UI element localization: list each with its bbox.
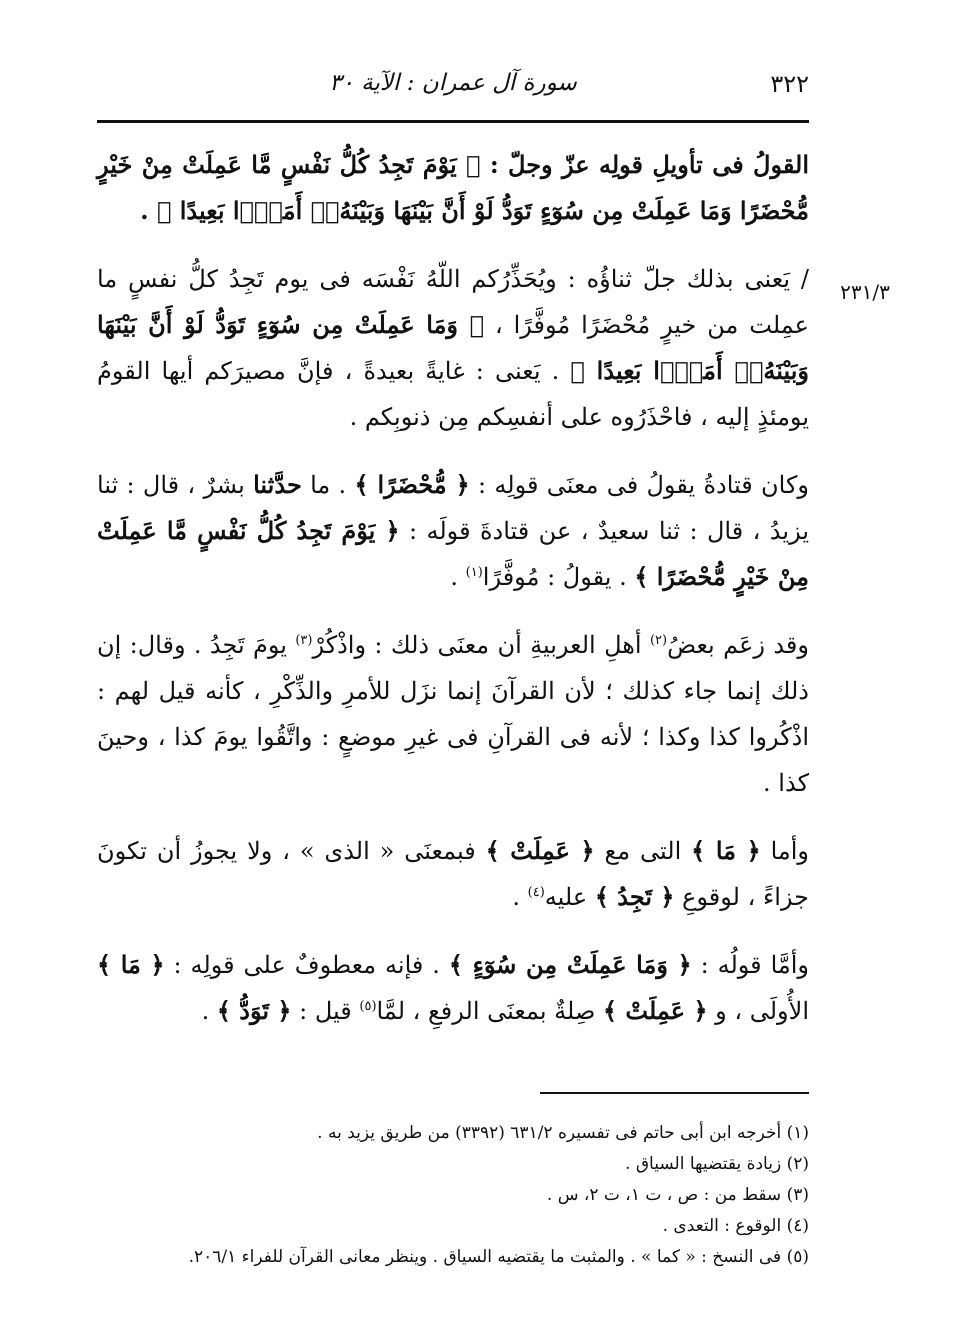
quran-quote: ﴿ عَمِلَتْ ﴾ — [602, 996, 708, 1025]
main-text — [97, 142, 809, 1056]
quran-quote: ﴿ وَمَا عَمِلَتْ مِن سُوٓءٍ تَوَدُّ لَوْ أَنَّ بَيْنَهَا وَبَيْنَهُۥٓ أَمَدًۢا بَعِيدًا ﴾ — [97, 310, 809, 385]
paragraph-2 — [97, 462, 809, 600]
footnote-2: (٢) زيادة يقتضيها السياق . — [625, 1154, 809, 1174]
footnote-marker: (٣) — [295, 633, 313, 648]
text-span: وكان قتادةُ يقولُ فى معنَى قولِه : — [469, 471, 809, 499]
text-span: . ما — [301, 471, 347, 499]
text-span: . — [450, 563, 459, 591]
footnote-1: (١) أخرجه ابن أبى حاتم فى تفسيره ٦٣١/٢ (٣٣٩٢) من طريق يزيد به . — [317, 1123, 809, 1143]
text-span: . فإنه معطوفٌ على قولِه : — [164, 951, 440, 979]
paragraph-3 — [97, 622, 809, 806]
paragraph-4 — [97, 828, 809, 920]
footnote-3: (٣) سقط من : ص ، ت ١، ت ٢، س . — [546, 1185, 809, 1205]
paragraph-1 — [97, 256, 809, 440]
heading-verse: ﴿ يَوْمَ تَجِدُ كُلُّ نَفْسٍ مَّا عَمِلَتْ مِنْ خَيْرٍ مُّحْضَرًا وَمَا عَمِلَتْ مِن سُوٓءٍ تَوَدُّ لَوْ أَنَّ بَيْنَهَا وَبَيْنَهُۥٓ أَمَدًۢا بَعِيدًا ﴾ — [97, 150, 809, 225]
quran-quote: ﴿ وَمَا عَمِلَتْ مِن سُوٓءٍ ﴾ — [448, 950, 692, 979]
text-span: فبمعنَى « الذى » ، ولا يجوزُ أن تكونَ جزاءً ، لوقوعِ — [97, 837, 809, 911]
text-span: / يَعنى بذلك جلّ ثناؤُه : ويُحَذِّرُكم اللّهُ نَفْسَه فى يوم تَجِدُ كلُّ نفسٍ ما عمِلت من خيرٍ مُحْضَرًا مُوفَّرًا ، — [97, 265, 809, 339]
paragraph-5 — [97, 942, 809, 1034]
text-span: قيل : — [291, 997, 352, 1025]
text-span: الأُولَى ، و — [707, 997, 809, 1025]
quran-quote: ﴿ تَوَدُّ ﴾ — [216, 996, 292, 1025]
text-span: . — [512, 883, 521, 911]
page-number: ٣٢٢ — [770, 70, 809, 98]
footnote-5: (٥) فى النسخ : « كما » . والمثبت ما يقتضيه السياق . وينظر معانى القرآن للفراء ٢٠٦/١. — [188, 1247, 809, 1267]
text-span: . يقولُ : مُوفَّرًا — [482, 563, 627, 591]
text-span: وأما — [760, 837, 809, 865]
text-span: صِلةٌ بمعنَى الرفعِ ، لمَّا — [376, 997, 596, 1025]
text-span: وقد زعَم بعضُ — [667, 631, 809, 659]
quran-quote: ﴿ عَمِلَتْ ﴾ — [485, 836, 595, 865]
isnad-keyword: حدَّثنا — [253, 470, 302, 499]
footnote-marker: (٥) — [359, 999, 377, 1014]
footnote-marker: (٢) — [649, 633, 668, 648]
verse-heading — [97, 142, 809, 234]
quran-quote: ﴿ مَا ﴾ — [97, 950, 165, 979]
quran-quote: ﴿ يَوْمَ تَجِدُ كُلُّ نَفْسٍ مَّا عَمِلَتْ مِنْ خَيْرٍ مُّحْضَرًا ﴾ — [97, 516, 809, 591]
text-span: . — [201, 997, 210, 1025]
quran-quote: ﴿ مَا ﴾ — [691, 836, 761, 865]
running-title: سورة آل عمران : الآية ٣٠ — [329, 70, 577, 96]
text-span: عليه — [544, 883, 588, 911]
text-span: يومَ تَجِدُ . وقال: إن ذلك إنما جاء كذلك ؛ لأن القرآنَ إنما نزَل للأمرِ والذِّكْرِ ، كأنه قيل لهم : اذْكُروا كذا وكذا ؛ لأنه فى القرآنِ فى غيرِ موضعٍ : واتَّقُوا يومَ كذا ، وحينَ كذا . — [97, 631, 809, 797]
footnotes — [97, 1118, 809, 1273]
footnote-marker: (٤) — [527, 885, 545, 900]
heading-end: . — [140, 196, 149, 225]
header-rule — [97, 120, 809, 123]
quran-quote: ﴿ مُّحْضَرًا ﴾ — [354, 470, 470, 499]
text-span: أهلِ العربيةِ أن معنَى ذلك : واذْكُرْ — [312, 631, 642, 659]
margin-reference: ٢٣١/٣ — [840, 280, 890, 304]
heading-lead: القولُ فى تأويلِ قولِه عزّ وجلّ : — [489, 150, 809, 179]
page-header — [97, 62, 809, 106]
footnote-rule — [540, 1092, 809, 1094]
text-span: التى مع — [594, 837, 682, 865]
quran-quote: ﴿ تَجِدُ ﴾ — [594, 882, 675, 911]
footnote-marker: (١) — [465, 565, 483, 580]
text-span: وأمَّا قولُه : — [691, 951, 809, 979]
footnote-4: (٤) الوقوع : التعدى . — [662, 1216, 809, 1236]
text-span: بشرٌ ، قال : ثنا يزيدُ ، قال : ثنا سعيدٌ ، عن قتادةَ قولَه : — [97, 471, 809, 545]
text-span: . يَعنى : غايةً بعيدةً ، فإنَّ مصيرَكم أيها القومُ يومئذٍ إليه ، فاحْذَرُوه على أنفسِكم مِن ذنوبِكم . — [97, 357, 809, 431]
